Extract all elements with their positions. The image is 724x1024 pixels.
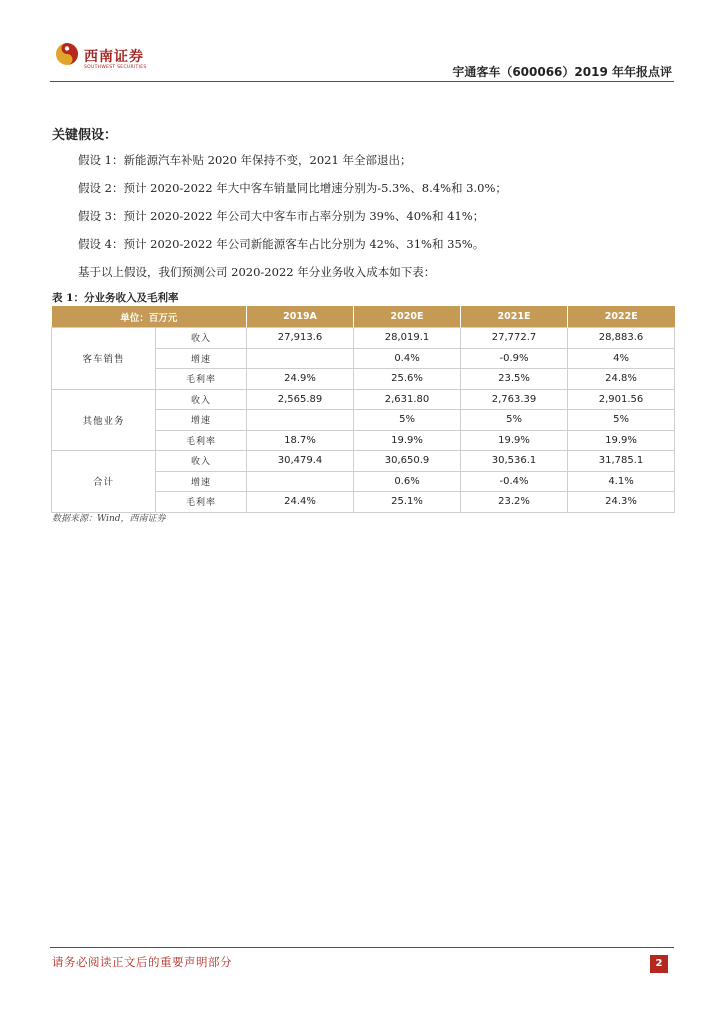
metric-label: 增速	[156, 471, 247, 492]
table-row	[52, 389, 675, 410]
assumption-4: 假设 4：预计 2020-2022 年公司新能源客车占比分别为 42%、31%和 35%。	[78, 237, 485, 251]
table-cell: 5%	[354, 410, 461, 431]
table-cell: 25.1%	[354, 492, 461, 513]
table-cell: 30,650.9	[354, 451, 461, 472]
table-cell: 27,913.6	[247, 328, 354, 349]
table-cell: 19.9%	[568, 430, 675, 451]
assumption-2: 假设 2：预计 2020-2022 年大中客车销量同比增速分别为-5.3%、8.4%和 3.0%；	[78, 181, 507, 195]
metric-label: 收入	[156, 328, 247, 349]
segment-label: 其他业务	[52, 389, 156, 451]
table-cell: 5%	[568, 410, 675, 431]
page-number: 2	[650, 955, 668, 973]
metric-label: 毛利率	[156, 430, 247, 451]
unit-label: 单位：百万元	[52, 306, 247, 328]
year-header: 2021E	[461, 306, 568, 328]
metric-label: 毛利率	[156, 369, 247, 390]
table-cell: 2,565.89	[247, 389, 354, 410]
table-cell: 24.3%	[568, 492, 675, 513]
metric-label: 收入	[156, 389, 247, 410]
table-cell: 19.9%	[461, 430, 568, 451]
table-cell: 0.4%	[354, 348, 461, 369]
table-cell: 25.6%	[354, 369, 461, 390]
footer-disclaimer: 请务必阅读正文后的重要声明部分	[52, 955, 232, 969]
year-header: 2020E	[354, 306, 461, 328]
table-cell: 4%	[568, 348, 675, 369]
table-cell: 31,785.1	[568, 451, 675, 472]
forecast-intro: 基于以上假设，我们预测公司 2020-2022 年分业务收入成本如下表：	[78, 265, 436, 279]
table-cell: 28,019.1	[354, 328, 461, 349]
metric-label: 毛利率	[156, 492, 247, 513]
footer-divider	[50, 947, 674, 948]
segment-label: 客车销售	[52, 328, 156, 390]
table-cell: 27,772.7	[461, 328, 568, 349]
table-cell: -0.9%	[461, 348, 568, 369]
table-cell: 24.8%	[568, 369, 675, 390]
metric-label: 增速	[156, 348, 247, 369]
table-cell: -0.4%	[461, 471, 568, 492]
table-cell: 5%	[461, 410, 568, 431]
section-heading: 关键假设：	[52, 128, 118, 143]
table-cell: 18.7%	[247, 430, 354, 451]
table-row	[52, 328, 675, 349]
table-cell	[247, 348, 354, 369]
table-cell: 30,479.4	[247, 451, 354, 472]
table-cell: 28,883.6	[568, 328, 675, 349]
assumption-3: 假设 3：预计 2020-2022 年公司大中客车市占率分别为 39%、40%和 41%；	[78, 209, 485, 223]
assumption-1: 假设 1：新能源汽车补贴 2020 年保持不变，2021 年全部退出；	[78, 153, 412, 167]
table-header-row	[52, 306, 675, 328]
brand-name-english: SOUTHWEST SECURITIES	[84, 65, 147, 70]
table-cell: 19.9%	[354, 430, 461, 451]
table-caption: 表 1：分业务收入及毛利率	[52, 292, 179, 304]
revenue-margin-table	[51, 306, 675, 513]
table-cell: 2,901.56	[568, 389, 675, 410]
header-divider	[50, 81, 674, 82]
table-cell: 2,763.39	[461, 389, 568, 410]
table-cell: 23.5%	[461, 369, 568, 390]
table-cell	[247, 471, 354, 492]
metric-label: 增速	[156, 410, 247, 431]
brand-name: 西南证券	[84, 49, 144, 65]
report-title: 宇通客车（600066）2019 年年报点评	[452, 65, 672, 79]
segment-label: 合计	[52, 451, 156, 513]
year-header: 2019A	[247, 306, 354, 328]
table-cell: 4.1%	[568, 471, 675, 492]
table-source-note: 数据来源：Wind，西南证券	[52, 514, 166, 524]
table-cell: 24.4%	[247, 492, 354, 513]
table-cell: 30,536.1	[461, 451, 568, 472]
southwest-securities-logo-icon	[55, 42, 79, 66]
table-cell: 0.6%	[354, 471, 461, 492]
metric-label: 收入	[156, 451, 247, 472]
table-cell	[247, 410, 354, 431]
table-cell: 2,631.80	[354, 389, 461, 410]
table-cell: 24.9%	[247, 369, 354, 390]
year-header: 2022E	[568, 306, 675, 328]
table-cell: 23.2%	[461, 492, 568, 513]
table-row	[52, 451, 675, 472]
